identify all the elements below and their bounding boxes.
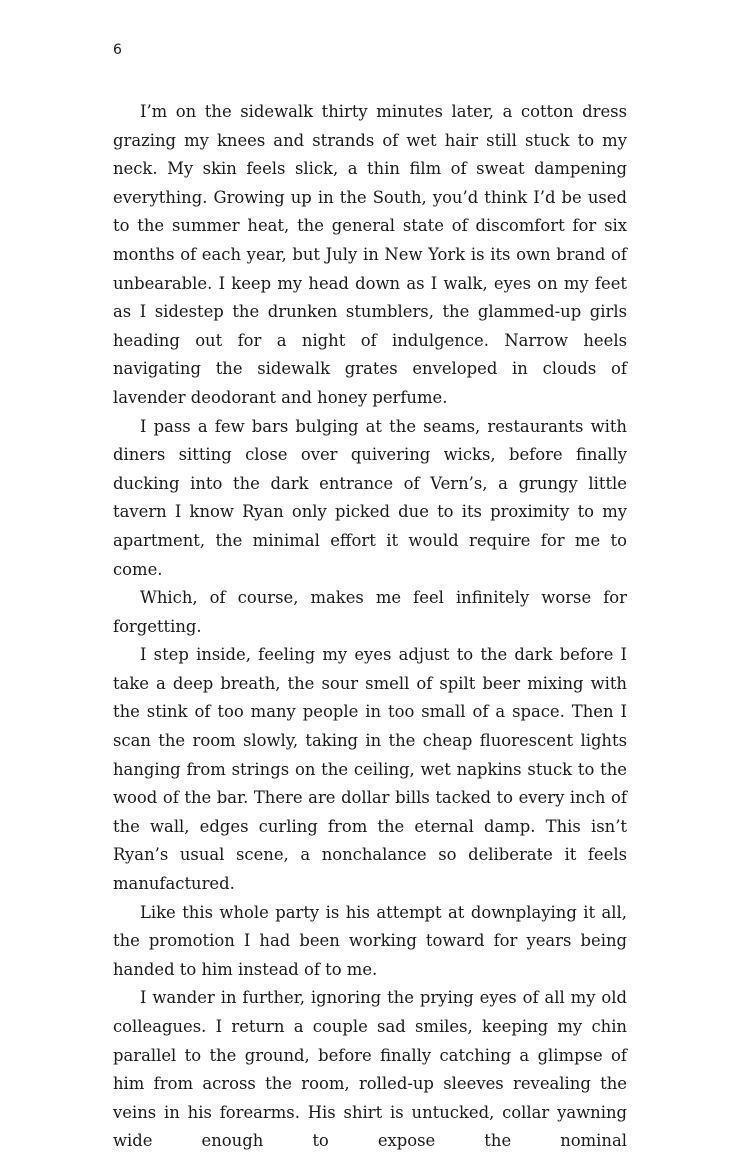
paragraph: I step inside, feeling my eyes adjust to the dark before I take a deep breath, the sour smell of spilt beer mixing with the stink of too many people in too small of a space. Then I scan the room slowly, taking in the cheap fluorescent lights hanging from strings on the ceiling, wet napkins stuck to the wood of the bar. There are dollar bills tacked to every inch of the wall, edges curling from the eternal damp. This isn’t Ryan’s usual scene, a nonchalance so deliberate it feels manufactured. xyxy=(113,645,627,894)
paragraph: Which, of course, makes me feel infinitely worse for forgetting. xyxy=(113,588,627,636)
paragraph: I’m on the sidewalk thirty minutes later, a cotton dress grazing my knees and strands of wet hair still stuck to my neck. My skin feels slick, a thin film of sweat dampening everything. Growing up in the South, you’d think I’d be used to the summer heat, the general state of discomfort for six months of each year, but July in New York is its own brand of unbearable. I keep my head down as I walk, eyes on my feet as I sidestep the drunken stumblers, the glammed-up girls heading out for a night of indulgence. Narrow heels navigating the sidewalk grates enveloped in clouds of lavender deodorant and honey perfume. xyxy=(113,102,627,407)
page-number: 6 xyxy=(113,42,122,58)
paragraph: I pass a few bars bulging at the seams, restaurants with diners sitting close over quivering wicks, before finally ducking into the dark entrance of Vern’s, a grungy little tavern I know Ryan only picked due to its proximity to my apartment, the minimal effort it would require for me to come. xyxy=(113,416,627,579)
body-text xyxy=(113,98,627,1156)
paragraph: Like this whole party is his attempt at downplaying it all, the promotion I had been working toward for years being handed to him instead of to me. xyxy=(113,902,627,979)
paragraph: I wander in further, ignoring the prying eyes of all my old colleagues. I return a couple sad smiles, keeping my chin parallel to the ground, before finally catching a glimpse of him from across the room, rolled-up sleeves revealing the veins in his forearms. His shirt is untucked, collar yawning wide enough to expose the nominal xyxy=(113,988,627,1151)
